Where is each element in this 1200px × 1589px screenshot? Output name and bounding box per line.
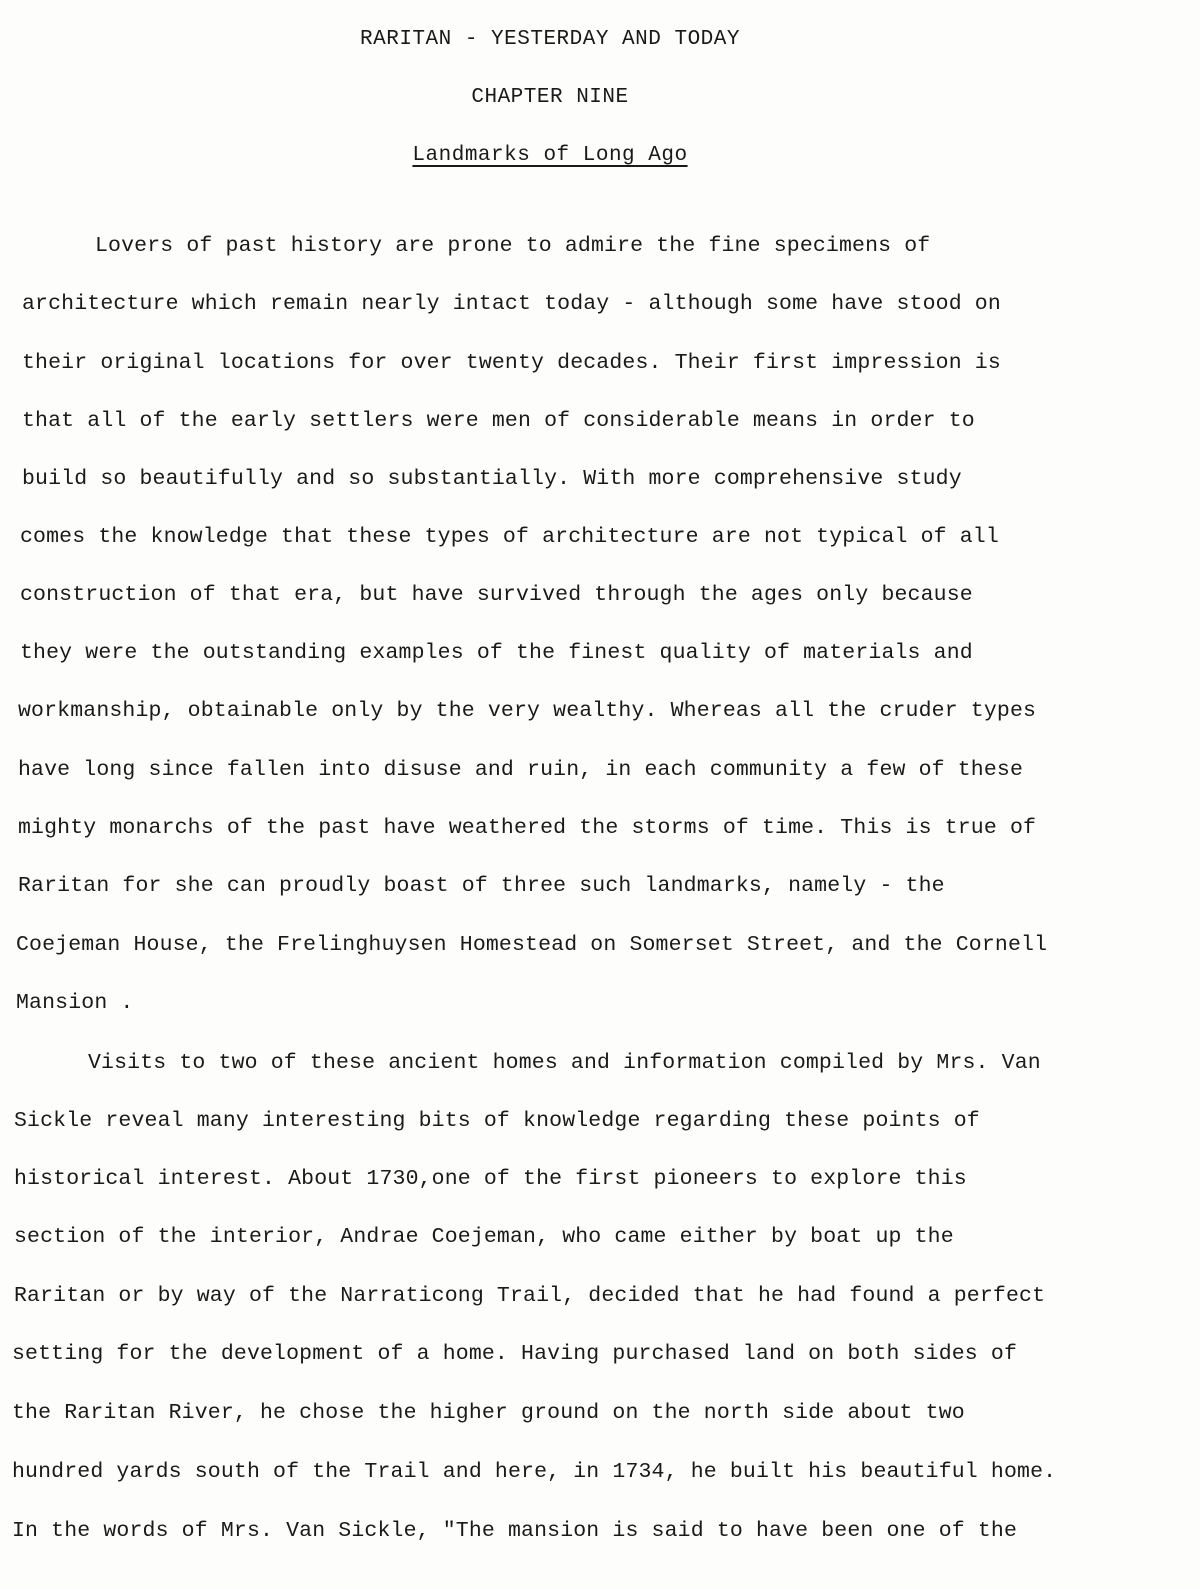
text-line: Coejeman House, the Frelinghuysen Homestead on Somerset Street, and the Cornell [16, 933, 1048, 957]
text-line: comes the knowledge that these types of architecture are not typical of all [20, 525, 999, 549]
text-line: Sickle reveal many interesting bits of knowledge regarding these points of [14, 1109, 980, 1133]
document-title: RARITAN - YESTERDAY AND TODAY [360, 28, 740, 51]
text-line: Raritan for she can proudly boast of three such landmarks, namely - the [18, 874, 945, 898]
text-line: build so beautifully and so substantially. With more comprehensive study [22, 467, 962, 491]
text-line: that all of the early settlers were men of considerable means in order to [22, 409, 975, 433]
text-line: section of the interior, Andrae Coejeman, who came either by boat up the [14, 1225, 954, 1249]
text-line: hundred yards south of the Trail and here, in 1734, he built his beautiful home. [12, 1460, 1057, 1484]
text-line: they were the outstanding examples of the finest quality of materials and [20, 641, 973, 665]
text-line: construction of that era, but have survived through the ages only because [20, 583, 973, 607]
text-line: mighty monarchs of the past have weathered the storms of time. This is true of [18, 816, 1037, 840]
text-line: Visits to two of these ancient homes and information compiled by Mrs. Van [88, 1051, 1041, 1075]
text-line: setting for the development of a home. Having purchased land on both sides of [12, 1342, 1018, 1366]
text-line: workmanship, obtainable only by the very wealthy. Whereas all the cruder types [18, 699, 1037, 723]
chapter-subtitle: Landmarks of Long Ago [412, 144, 688, 167]
text-line: the Raritan River, he chose the higher ground on the north side about two [12, 1401, 965, 1425]
text-line: their original locations for over twenty decades. Their first impression is [22, 351, 1001, 375]
text-line: In the words of Mrs. Van Sickle, "The mansion is said to have been one of the [12, 1519, 1018, 1543]
text-line: Lovers of past history are prone to admire the fine specimens of [95, 234, 931, 258]
text-line: architecture which remain nearly intact today - although some have stood on [22, 292, 1001, 316]
chapter-heading: CHAPTER NINE [471, 86, 629, 109]
text-line: Raritan or by way of the Narraticong Trail, decided that he had found a perfect [14, 1284, 1046, 1308]
text-line: Mansion . [16, 991, 134, 1015]
text-line: have long since fallen into disuse and ruin, in each community a few of these [18, 758, 1024, 782]
text-line: historical interest. About 1730,one of the first pioneers to explore this [14, 1167, 967, 1191]
